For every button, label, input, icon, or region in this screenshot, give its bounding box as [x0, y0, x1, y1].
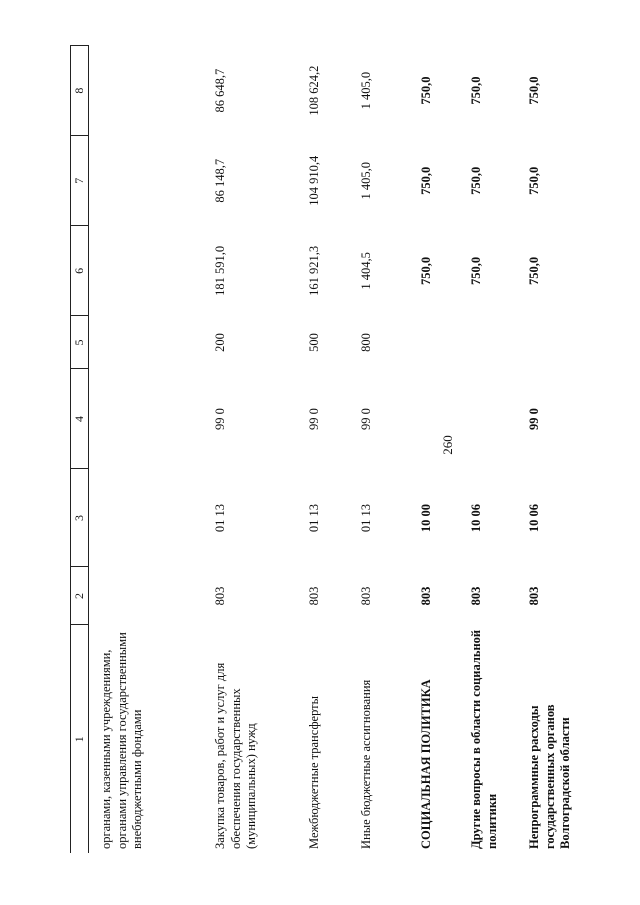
row-col8: 1 405,0	[359, 71, 373, 110]
header-col-1: 1	[71, 625, 89, 853]
row-code: 803	[469, 586, 483, 606]
table-row	[203, 46, 297, 854]
header-col-2: 2	[71, 567, 89, 625]
row-name: Другие вопросы в области социальной политики	[469, 629, 499, 849]
row-section: 10 06	[469, 503, 483, 533]
row-section: 10 00	[419, 503, 433, 533]
header-col-4: 4	[71, 369, 89, 469]
row-group	[517, 316, 597, 369]
row-col6	[89, 226, 204, 316]
row-col8: 750,0	[469, 76, 483, 105]
row-col7: 86 148,7	[213, 158, 227, 203]
row-section: 01 13	[213, 503, 227, 533]
row-col7	[89, 136, 204, 226]
header-col-3: 3	[71, 469, 89, 567]
row-col7: 750,0	[469, 166, 483, 195]
row-col7: 1 405,0	[359, 162, 373, 200]
row-name: Закупка товаров, работ и услуг для обеспечения государственных (муниципальных) нужд	[213, 662, 259, 849]
row-name: органами, казенными учреждениями, органами управления государственными внебюджетными фондами	[99, 632, 145, 849]
budget-table	[70, 45, 597, 853]
table-row	[297, 46, 349, 854]
row-col8: 750,0	[527, 76, 541, 105]
header-col-7: 7	[71, 136, 89, 226]
row-group	[409, 316, 459, 369]
table-header-row	[71, 46, 89, 854]
row-section: 01 13	[359, 503, 373, 533]
row-col8: 750,0	[419, 76, 433, 105]
row-col8	[89, 46, 204, 136]
row-name: Иные бюджетные ассигнования	[359, 679, 373, 849]
row-name: Непрограммные расходы государственных органов Волгоградской области	[527, 704, 573, 849]
row-work-status	[409, 369, 459, 469]
table-row	[459, 46, 517, 854]
row-col7: 750,0	[527, 166, 541, 195]
row-section: 01 13	[307, 503, 321, 533]
row-code: 803	[419, 586, 433, 606]
row-work-status: 99 0	[527, 408, 541, 430]
row-col7: 104 910,4	[307, 155, 321, 206]
row-col6: 750,0	[469, 256, 483, 285]
header-col-6: 6	[71, 226, 89, 316]
header-col-5: 5	[71, 316, 89, 369]
row-col6: 750,0	[527, 256, 541, 285]
row-section: 10 06	[527, 503, 541, 533]
row-code	[89, 567, 204, 625]
row-work-status: 99 0	[307, 408, 321, 430]
table-row	[349, 46, 409, 854]
header-col-8: 8	[71, 46, 89, 136]
row-col7: 750,0	[419, 166, 433, 195]
row-section	[89, 469, 204, 567]
row-work-status: 99 0	[213, 408, 227, 430]
row-code: 803	[213, 586, 227, 606]
row-name: Межбюджетные трансферты	[307, 695, 321, 849]
row-group	[459, 316, 517, 369]
row-group: 500	[307, 333, 321, 352]
row-group	[89, 316, 204, 369]
row-col6: 1 404,5	[359, 252, 373, 290]
row-code: 803	[307, 586, 321, 606]
row-work-status	[89, 369, 204, 469]
row-group: 200	[213, 333, 227, 352]
row-name: СОЦИАЛЬНАЯ ПОЛИТИКА	[419, 679, 433, 849]
row-col6: 161 921,3	[307, 245, 321, 296]
row-code: 803	[359, 586, 373, 606]
row-col8: 86 648,7	[213, 68, 227, 113]
row-work-status: 99 0	[359, 408, 373, 430]
row-col8: 108 624,2	[307, 65, 321, 116]
page-number: 260	[440, 435, 455, 455]
row-group: 800	[359, 333, 373, 352]
row-work-status	[459, 369, 517, 469]
row-col6: 750,0	[419, 256, 433, 285]
table-row	[517, 46, 597, 854]
row-col6: 181 591,0	[213, 245, 227, 296]
row-code: 803	[527, 586, 541, 606]
table-row	[409, 46, 459, 854]
table-row	[89, 46, 204, 854]
